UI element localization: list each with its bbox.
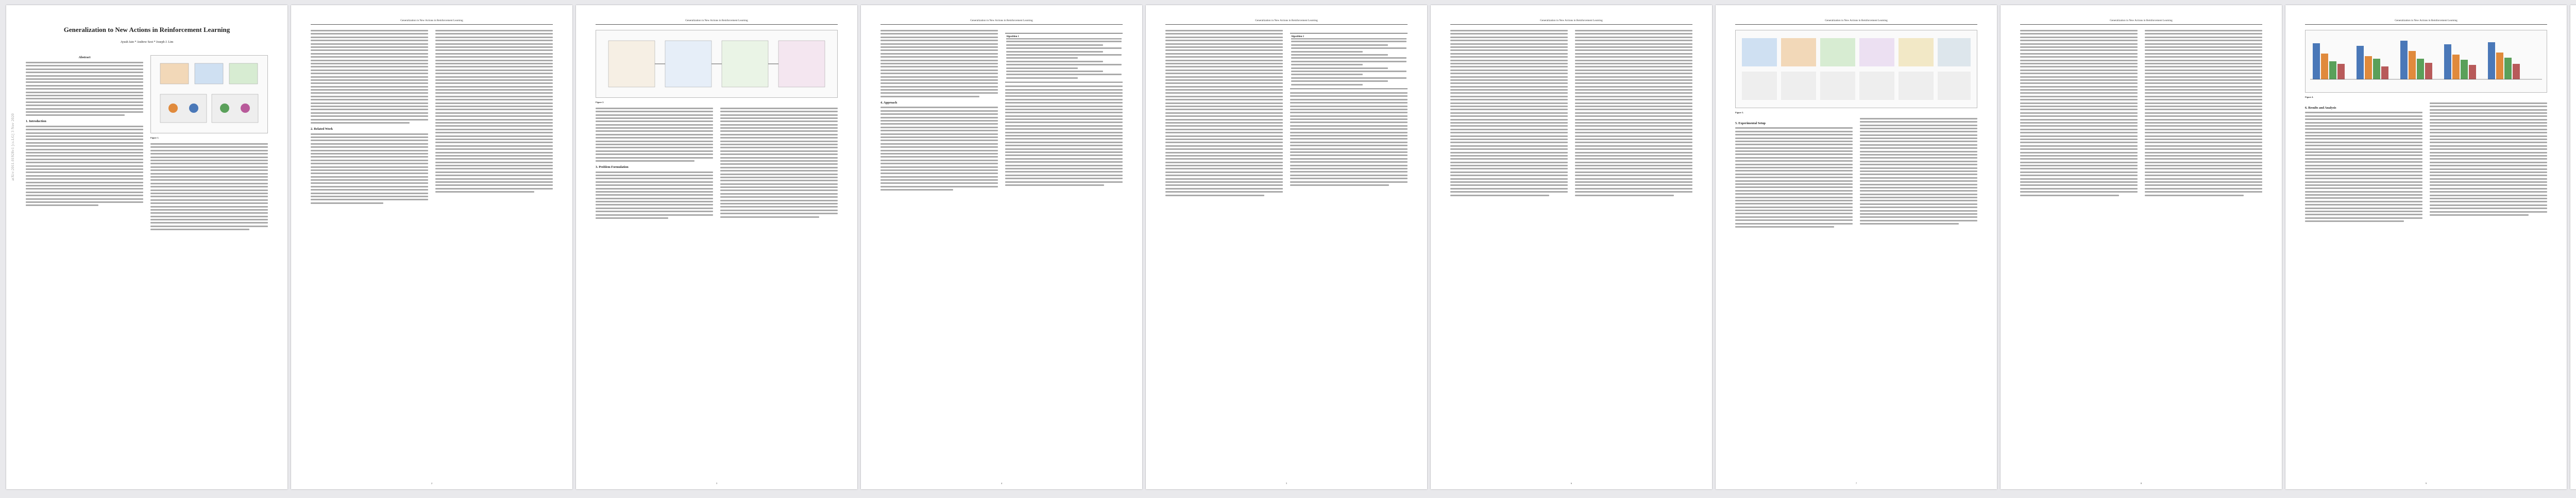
- running-head: Generalization in New Actions in Reinforcement Learning: [311, 19, 553, 25]
- page-number: 8: [2140, 482, 2142, 485]
- figure-4-label: Figure 4.: [2305, 96, 2314, 99]
- running-head: Generalization in New Actions in Reinforcement Learning: [2020, 19, 2262, 25]
- page-8: [2001, 5, 2282, 489]
- results-heading: 6. Results and Analysis: [2305, 106, 2336, 110]
- algorithm-2-box: [1290, 33, 1408, 89]
- related-work-heading: 2. Related Work: [311, 127, 333, 131]
- body-text-continued: [2145, 30, 2262, 196]
- figure-3-image: [1735, 30, 1977, 108]
- experiments-heading: 5. Experimental Setup: [1735, 121, 1766, 125]
- running-head: Generalization in New Actions in Reinforcement Learning: [880, 19, 1123, 25]
- page-6: [1431, 5, 1712, 489]
- intro-text: [26, 126, 143, 206]
- experiments-text: [1735, 127, 1853, 228]
- running-head: Generalization in New Actions in Reinforcement Learning: [596, 19, 838, 25]
- approach-heading: 4. Approach: [880, 100, 897, 105]
- page-number: 2: [431, 482, 433, 485]
- page-number: 3: [716, 482, 718, 485]
- running-head: Generalization in New Actions in Reinforcement Learning: [1165, 19, 1408, 25]
- page-5: [1146, 5, 1427, 489]
- results-text-continued: [2430, 102, 2547, 216]
- figure-2-image: [596, 30, 838, 98]
- paper-title: Generalization to New Actions in Reinforcement Learning: [63, 26, 230, 33]
- document-page-strip: [6, 5, 2576, 489]
- figure-1-image: [150, 55, 268, 133]
- algorithm-2-label: Algorithm 2: [1291, 35, 1406, 39]
- page-9: [2285, 5, 2567, 489]
- problem-text-continued: [720, 108, 838, 218]
- figure-3-label: Figure 3.: [1735, 111, 1744, 114]
- page-7: [1716, 5, 1997, 489]
- approach-text: [880, 107, 998, 191]
- figure-2-label: Figure 2.: [596, 101, 604, 104]
- page-number: 9: [2425, 482, 2427, 485]
- problem-text: [596, 171, 713, 219]
- figure-4-image: [2305, 30, 2547, 93]
- body-text: [1450, 30, 1568, 196]
- results-text: [2305, 112, 2422, 222]
- related-work-text: [311, 133, 428, 204]
- body-text: [596, 108, 713, 162]
- body-text: [880, 30, 998, 97]
- running-head: Generalization in New Actions in Reinforcement Learning: [1450, 19, 1692, 25]
- algorithm-1-box: [1005, 33, 1123, 82]
- problem-formulation-heading: 3. Problem Formulation: [596, 165, 629, 169]
- page-4: [861, 5, 1142, 489]
- page-number: 5: [1285, 482, 1287, 485]
- body-text-continued: [1290, 92, 1408, 186]
- related-work-text-continued: [435, 30, 553, 193]
- page-3: [576, 5, 857, 489]
- page-2: [291, 5, 572, 489]
- paper-authors: Ayush Jain * Andrew Szot * Joseph J. Lim: [120, 41, 174, 44]
- experiments-text-continued: [1860, 118, 1977, 225]
- intro-text-continued: [150, 143, 268, 230]
- arxiv-stamp: arXiv:2011.01928v1 [cs.LG] 3 Nov 2020: [11, 113, 15, 181]
- intro-heading: 1. Introduction: [26, 119, 46, 124]
- page-1: [6, 5, 287, 489]
- page-10: [2570, 5, 2576, 489]
- page-number: 7: [1855, 482, 1857, 485]
- abstract-heading: Abstract: [78, 56, 91, 60]
- page-number: 6: [1570, 482, 1572, 485]
- body-text: [311, 30, 428, 124]
- running-head: Generalization in New Actions in Reinforcement Learning: [2305, 19, 2547, 25]
- body-text: [2020, 30, 2138, 196]
- page-number: 4: [1001, 482, 1003, 485]
- abstract-text: [26, 62, 143, 116]
- approach-text-continued: [1005, 85, 1123, 186]
- body-text: [1165, 30, 1283, 196]
- figure-1-label: Figure 1.: [150, 136, 159, 140]
- page-number: [2570, 482, 2576, 485]
- running-head: Generalization in New Actions in Reinforcement Learning: [1735, 19, 1977, 25]
- algorithm-1-label: Algorithm 1: [1006, 35, 1122, 39]
- body-text-continued: [1575, 30, 1692, 196]
